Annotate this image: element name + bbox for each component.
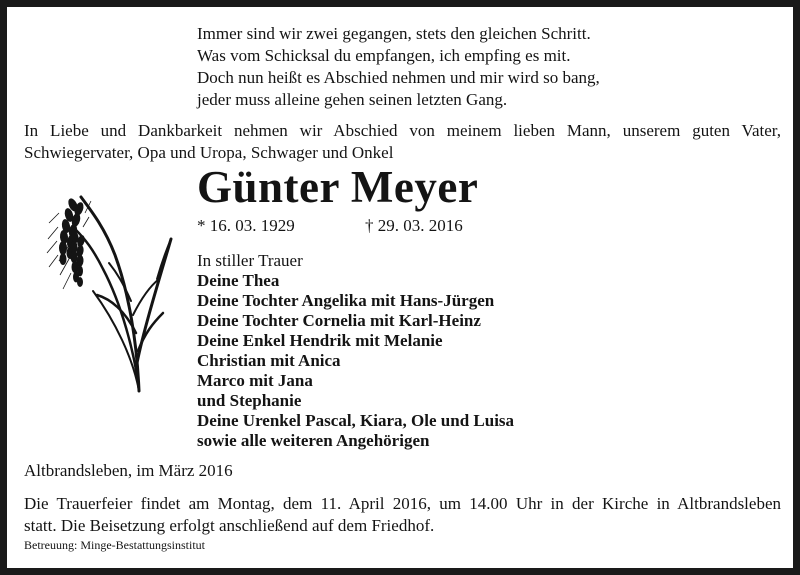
funeral-service-info bbox=[24, 493, 781, 537]
service-line: statt. Die Beisetzung erfolgt anschließend auf dem Friedhof. bbox=[24, 516, 435, 535]
poem bbox=[197, 23, 600, 111]
poem-line: Immer sind wir zwei gegangen, stets den gleichen Schritt. bbox=[197, 24, 591, 43]
mourner-line: Deine Thea bbox=[197, 271, 280, 290]
mourner-line: sowie alle weiteren Angehörigen bbox=[197, 431, 430, 450]
wheat-ears-icon bbox=[45, 183, 180, 408]
mourner-line: Deine Enkel Hendrik mit Melanie bbox=[197, 331, 443, 350]
mourner-line: Deine Tochter Angelika mit Hans-Jürgen bbox=[197, 291, 495, 310]
mourner-line: und Stephanie bbox=[197, 391, 302, 410]
service-line: Die Trauerfeier findet am Montag, dem 11. April 2016, um 14.00 Uhr in der Kirche in Altbrandsleben bbox=[24, 494, 781, 513]
intro-text bbox=[24, 120, 781, 164]
funeral-home-credit: Betreuung: Minge-Bestattungsinstitut bbox=[24, 538, 205, 552]
birth-date: * 16. 03. 1929 bbox=[197, 216, 295, 235]
deceased-name: Günter Meyer bbox=[197, 162, 479, 212]
poem-line: Was vom Schicksal du empfangen, ich empfing es mit. bbox=[197, 46, 571, 65]
intro-line: In Liebe und Dankbarkeit nehmen wir Abschied von meinem lieben Mann, unserem guten Vater, bbox=[24, 121, 781, 140]
poem-line: jeder muss alleine gehen seinen letzten Gang. bbox=[197, 90, 508, 109]
mourner-line: Deine Tochter Cornelia mit Karl-Heinz bbox=[197, 311, 481, 330]
place-date: Altbrandsleben, im März 2016 bbox=[24, 461, 233, 480]
mourner-line: Marco mit Jana bbox=[197, 371, 313, 390]
poem-line: Doch nun heißt es Abschied nehmen und mir wird so bang, bbox=[197, 68, 600, 87]
mourner-line: Christian mit Anica bbox=[197, 351, 341, 370]
mourners-heading: In stiller Trauer bbox=[197, 251, 303, 270]
mourner-line: Deine Urenkel Pascal, Kiara, Ole und Luisa bbox=[197, 411, 515, 430]
mourners-list bbox=[197, 251, 514, 451]
intro-line: Schwiegervater, Opa und Uropa, Schwager und Onkel bbox=[24, 143, 394, 162]
death-date: † 29. 03. 2016 bbox=[365, 216, 463, 235]
